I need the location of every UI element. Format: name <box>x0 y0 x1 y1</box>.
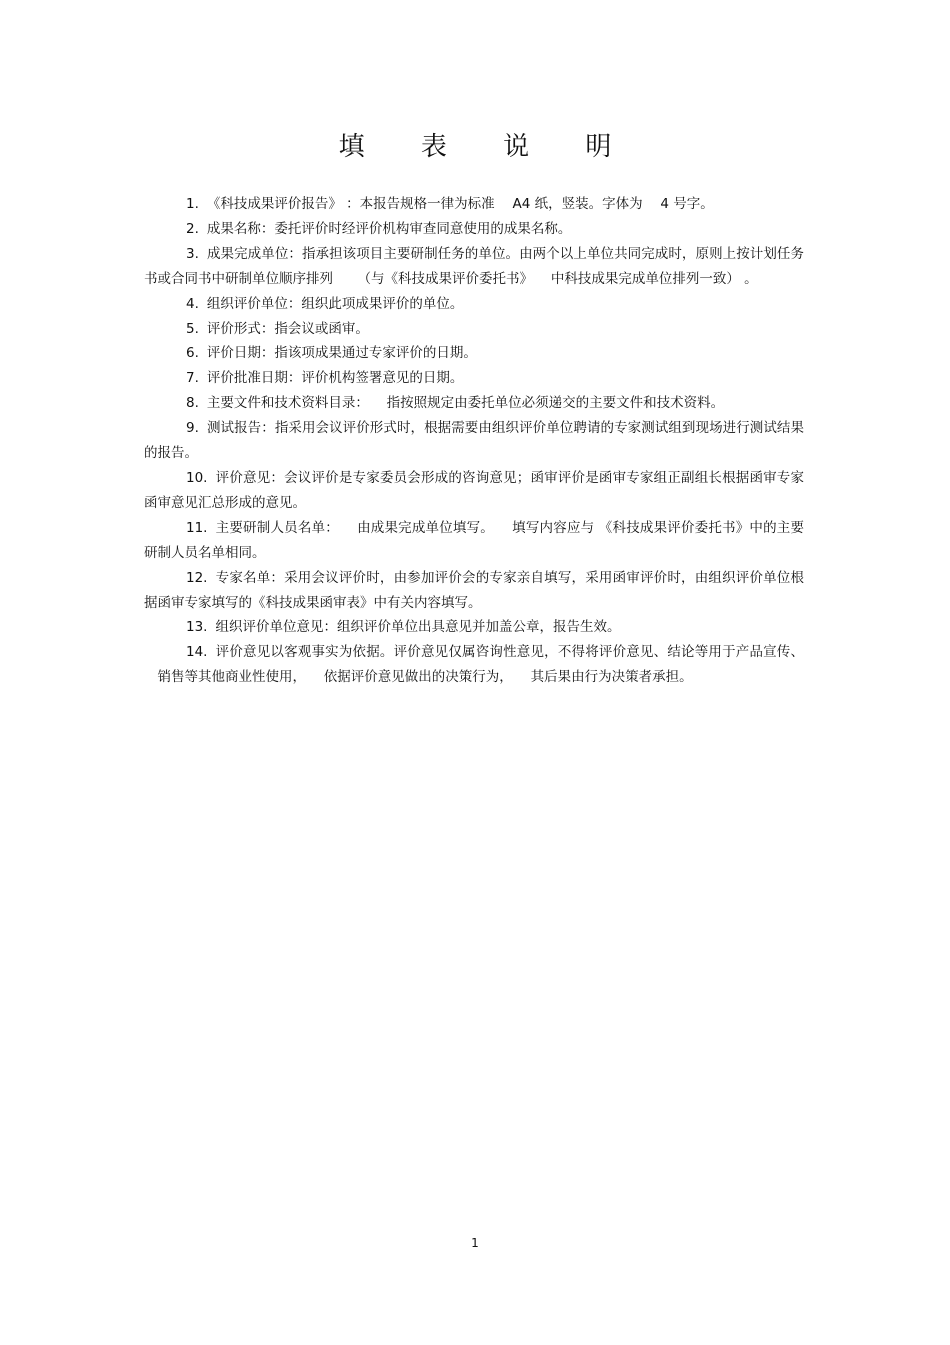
item-text: 评价意见：会议评价是专家委员会形成的咨询意见；函审评价是函审专家组正副组长根据函审专家函审意见汇总形成的意见。 <box>144 469 804 511</box>
item-text: 成果名称：委托评价时经评价机构审查同意使用的成果名称。 <box>206 220 572 237</box>
instruction-item <box>144 317 804 342</box>
item-text: 评价批准日期：评价机构签署意见的日期。 <box>206 370 464 387</box>
item-number: 9. <box>186 420 199 437</box>
item-text: 评价形式：指会议或函审。 <box>206 320 369 337</box>
instruction-item <box>144 192 804 217</box>
item-text: 主要文件和技术资料目录： 指按照规定由委托单位必须递交的主要文件和技术资料。 <box>206 395 725 412</box>
instruction-item <box>144 242 804 292</box>
item-text: 《科技成果评价报告》 ：本报告规格一律为标准 A4 纸，竖装。字体为 4 号字。 <box>206 196 714 212</box>
item-text: 主要研制人员名单： 由成果完成单位填写。 填写内容应与 《科技成果评价委托书》中的主要研制人员名单相同。 <box>144 519 804 561</box>
instruction-item <box>144 416 804 466</box>
instruction-item <box>144 292 804 317</box>
instruction-item <box>144 640 804 690</box>
page-number: 1 <box>471 1236 479 1250</box>
item-number: 7. <box>186 370 199 387</box>
page-title: 填 表 说 明 <box>338 132 636 162</box>
item-number: 8. <box>186 395 199 412</box>
item-number: 3. <box>186 245 199 262</box>
item-number: 12. <box>186 569 208 586</box>
item-text: 组织评价单位意见：组织评价单位出具意见并加盖公章，报告生效。 <box>215 619 621 636</box>
instruction-list <box>144 192 804 690</box>
item-number: 1. <box>186 196 199 212</box>
item-text: 评价日期：指该项成果通过专家评价的日期。 <box>206 345 477 362</box>
item-number: 2. <box>186 220 199 237</box>
instruction-item <box>144 217 804 242</box>
instruction-item <box>144 341 804 366</box>
instruction-item <box>144 366 804 391</box>
item-text: 组织评价单位：组织此项成果评价的单位。 <box>206 295 464 312</box>
item-text: 成果完成单位：指承担该项目主要研制任务的单位。由两个以上单位共同完成时，原则上按计划任务书或合同书中研制单位顺序排列 （与《科技成果评价委托书》 中科技成果完成单位排列一致） 。 <box>144 245 804 287</box>
item-text: 测试报告：指采用会议评价形式时，根据需要由组织评价单位聘请的专家测试组到现场进行测试结果的报告。 <box>144 420 804 462</box>
item-text: 专家名单：采用会议评价时，由参加评价会的专家亲自填写，采用函审评价时，由组织评价单位根据函审专家填写的《科技成果函审表》中有关内容填写。 <box>144 569 804 611</box>
item-number: 10. <box>186 469 208 486</box>
instruction-item <box>144 391 804 416</box>
item-number: 11. <box>186 519 208 536</box>
item-number: 6. <box>186 345 199 362</box>
item-text: 评价意见以客观事实为依据。评价意见仅属咨询性意见，不得将评价意见、结论等用于产品宣传、 销售等其他商业性使用， 依据评价意见做出的决策行为， 其后果由行为决策者承担。 <box>144 644 804 686</box>
item-number: 4. <box>186 295 199 312</box>
instruction-item <box>144 516 804 566</box>
item-number: 13. <box>186 619 208 636</box>
instruction-item <box>144 566 804 616</box>
instruction-item <box>144 466 804 516</box>
instruction-item <box>144 615 804 640</box>
item-number: 14. <box>186 644 208 661</box>
item-number: 5. <box>186 320 199 337</box>
